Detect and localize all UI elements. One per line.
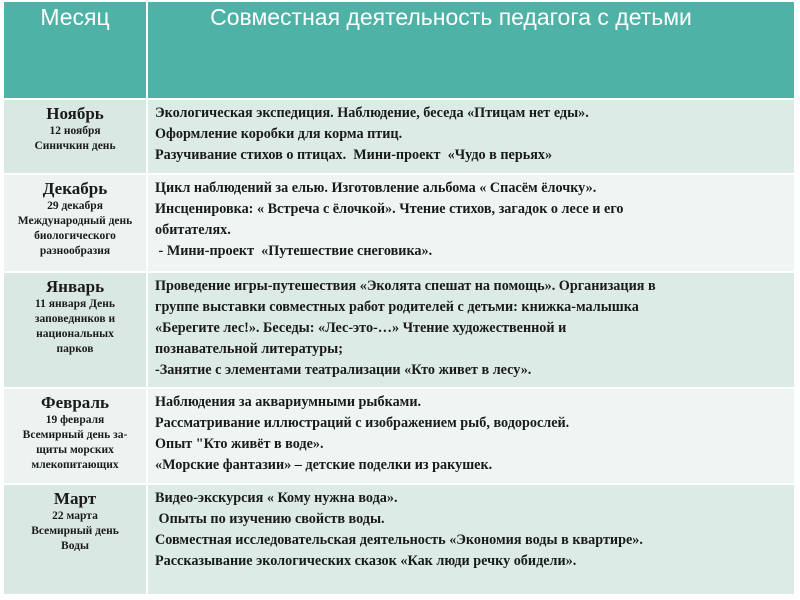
activity-table <box>2 0 796 596</box>
activity-line: Видео-экскурсия « Кому нужна вода». <box>155 490 398 506</box>
activity-line: «Берегите лес!». Беседы: «Лес-это-…» Чтение художественной и <box>155 320 567 336</box>
table-row <box>3 174 795 272</box>
table-row <box>3 99 795 174</box>
month-column-header: Месяц <box>3 1 147 99</box>
month-name: Январь <box>45 277 105 296</box>
activity-line: Разучивание стихов о птицах. Мини-проект «Чудо в перьях» <box>155 147 553 163</box>
activity-line: «Морские фантазии» – детские поделки из ракушек. <box>155 457 493 473</box>
table-row <box>3 388 795 484</box>
activity-line: Экологическая экспедиция. Наблюдение, беседа «Птицам нет еды». <box>155 105 589 121</box>
table-row <box>3 484 795 595</box>
activity-cell <box>147 484 795 595</box>
activity-line: Наблюдения за аквариумными рыбками. <box>155 394 422 410</box>
month-cell <box>3 484 147 595</box>
month-event: 12 ноября Синичкин день <box>34 125 116 152</box>
activity-line: Совместная исследовательская деятельность «Экономия воды в квартире». <box>155 532 643 548</box>
month-name: Март <box>53 489 97 508</box>
month-event: 19 февраля Всемирный день за- щиты морских млекопитающих <box>22 414 128 471</box>
activity-line: -Занятие с элементами театрализации «Кто живет в лесу». <box>155 362 532 378</box>
activity-line: - Мини-проект «Путешествие снеговика». <box>155 243 433 259</box>
month-cell <box>3 99 147 174</box>
activity-line: Опыты по изучению свойств воды. <box>155 511 385 527</box>
month-name: Декабрь <box>42 179 108 198</box>
month-cell <box>3 388 147 484</box>
activity-line: Цикл наблюдений за елью. Изготовление альбома « Спасём ёлочку». <box>155 180 597 196</box>
month-event: 22 марта Всемирный день Воды <box>31 510 119 552</box>
month-cell <box>3 174 147 272</box>
activity-line: обитателях. <box>155 222 231 238</box>
month-cell <box>3 272 147 388</box>
activity-cell <box>147 272 795 388</box>
activity-cell <box>147 388 795 484</box>
month-name: Февраль <box>41 393 109 412</box>
month-event: 29 декабря Международный день биологического разнообразия <box>17 200 133 257</box>
activity-column-header: Совместная деятельность педагога с детьми <box>147 1 795 99</box>
activity-line: Рассматривание иллюстраций с изображением рыб, водорослей. <box>155 415 570 431</box>
activity-line: Оформление коробки для корма птиц. <box>155 126 403 142</box>
activity-line: Проведение игры-путешествия «Эколята спешат на помощь». Организация в <box>155 278 656 294</box>
month-name: Ноябрь <box>46 104 104 123</box>
activity-line: познавательной литературы; <box>155 341 343 357</box>
activity-line: Инсценировка: « Встреча с ёлочкой». Чтение стихов, загадок о лесе и его <box>155 201 624 217</box>
activity-line: Рассказывание экологических сказок «Как люди речку обидели». <box>155 553 577 569</box>
activity-line: Опыт "Кто живёт в воде». <box>155 436 324 452</box>
activity-cell <box>147 174 795 272</box>
activity-cell <box>147 99 795 174</box>
table-header-row <box>3 1 795 99</box>
month-event: 11 января День заповедников и национальных парков <box>34 298 116 355</box>
activity-line: группе выставки совместных работ родителей с детьми: книжка-малышка <box>155 299 639 315</box>
table-row <box>3 272 795 388</box>
